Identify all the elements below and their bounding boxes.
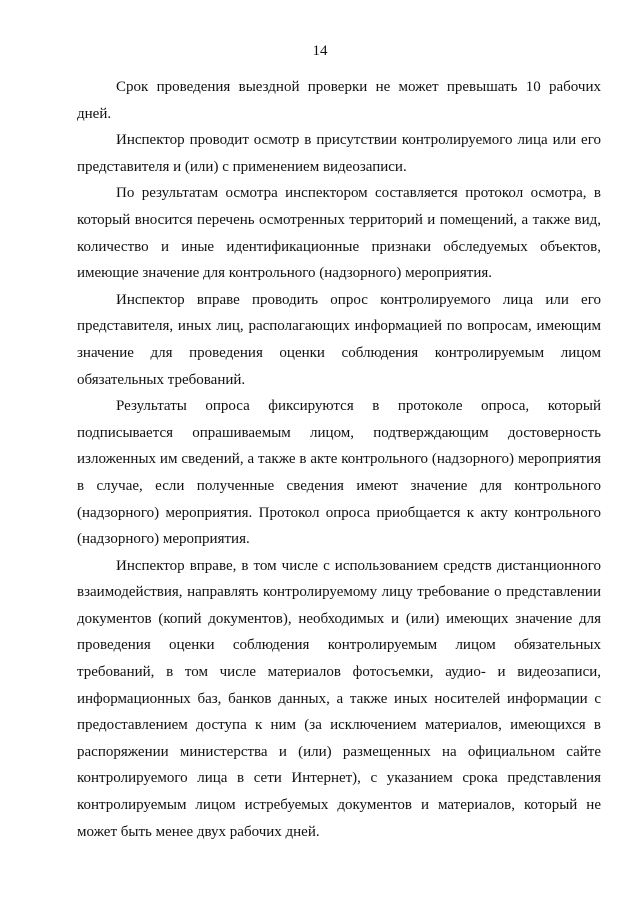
document-body: [77, 74, 601, 845]
paragraph-survey-right: Инспектор вправе проводить опрос контролируемого лица или его представителя, иных лиц, располагающих информацией по вопросам, имеющим значение для проведения оценки соблюдения контролируемым лицом обязательных требований.: [77, 291, 601, 388]
paragraph-inspection-protocol: По результатам осмотра инспектором составляется протокол осмотра, в который вносится перечень осмотренных территорий и помещений, а также вид, количество и иные идентификационные признаки обследуемых объектов, имеющие значение для контрольного (надзорного) мероприятия.: [77, 185, 601, 282]
paragraph-inspection-duration: Срок проведения выездной проверки не может превышать 10 рабочих дней.: [77, 79, 601, 122]
paragraph-inspection-presence: Инспектор проводит осмотр в присутствии контролируемого лица или его представителя и (или) с применением видеозаписи.: [77, 132, 601, 175]
paragraph-survey-results: Результаты опроса фиксируются в протоколе опроса, который подписывается опрашиваемым лицом, подтверждающим достоверность изложенных им сведений, а также в акте контрольного (надзорного) мероприятия в случае, если полученные сведения имеют значение для контрольного (надзорного) мероприятия. Протокол опроса приобщается к акту контрольного (надзорного) мероприятия.: [77, 398, 601, 548]
page-number: 14: [312, 43, 328, 59]
paragraph-document-request: Инспектор вправе, в том числе с использованием средств дистанционного взаимодействия, направлять контролируемому лицу требование о представлении документов (копий документов), необходимых и (или) имеющих значение для проведения оценки соблюдения контролируемым лицом обязательных требований, в том числе материалов фотосъемки, аудио- и видеозаписи, информационных баз, банков данных, а также иных носителей информации с предоставлением доступа к ним (за исключением материалов, имеющихся в распоряжении министерства и (или) размещенных на официальном сайте контролируемого лица в сети Интернет), с указанием срока представления контролируемым лицом истребуемых документов и материалов, который не может быть менее двух рабочих дней.: [77, 557, 601, 840]
